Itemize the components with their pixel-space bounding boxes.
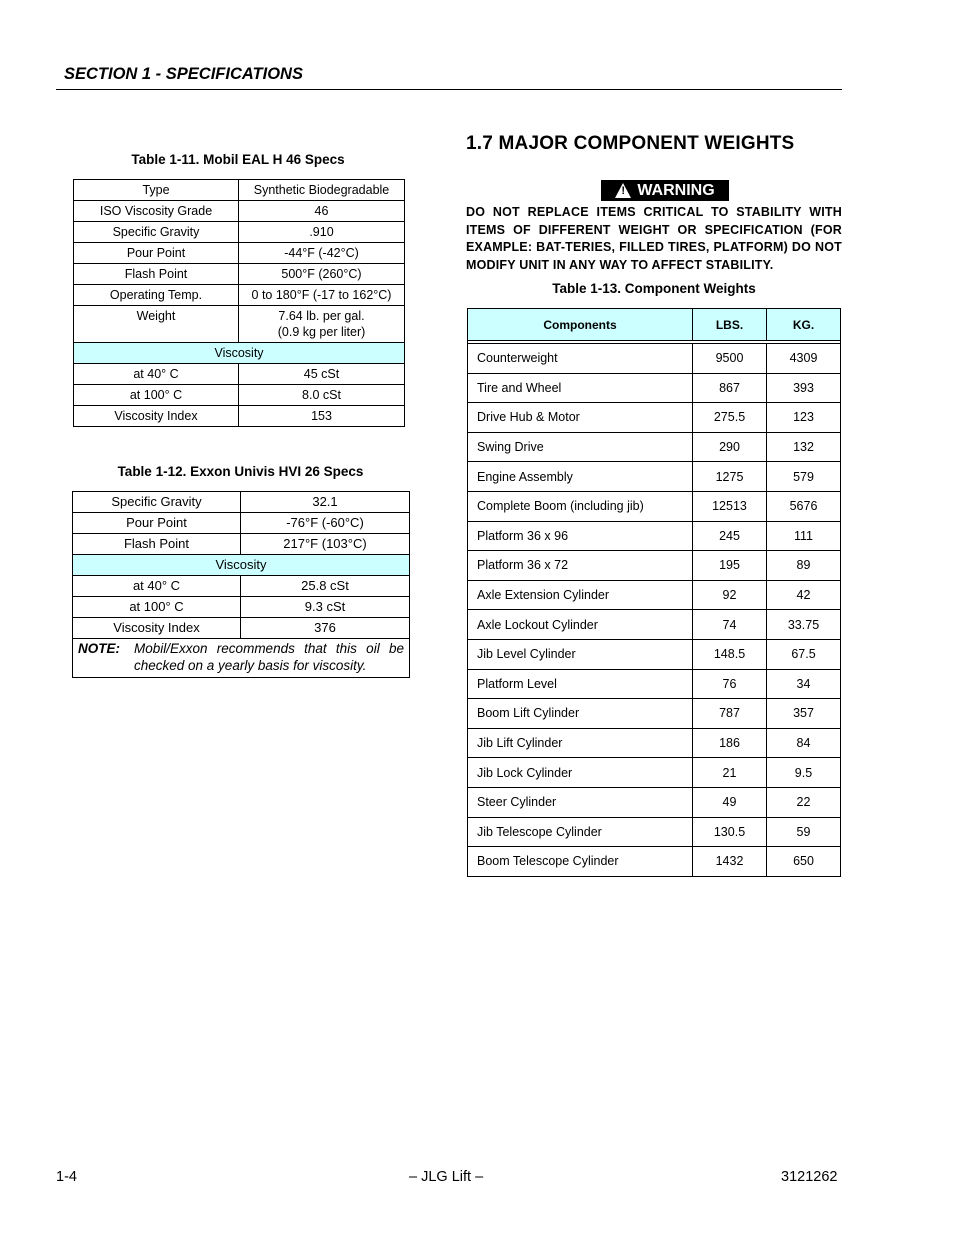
table-row [468, 491, 841, 521]
section-header: SECTION 1 - SPECIFICATIONS [64, 65, 303, 83]
table-row [468, 817, 841, 847]
table-cell-value: 9500 [693, 344, 767, 374]
table-cell-label: Operating Temp. [74, 285, 239, 306]
table-row [468, 610, 841, 640]
table-12-exxon-specs [72, 491, 410, 678]
warning-label: WARNING [637, 181, 715, 199]
table-cell-value: 376 [241, 618, 410, 639]
table-cell-value: 5676 [767, 491, 841, 521]
table-cell-value: 130.5 [693, 817, 767, 847]
table-cell-value: 393 [767, 373, 841, 403]
table-cell-label: Type [74, 180, 239, 201]
note-label: NOTE: [78, 641, 120, 656]
table-row [468, 787, 841, 817]
table-cell-value: 195 [693, 551, 767, 581]
table-row [73, 513, 410, 534]
table-row [74, 180, 405, 201]
table-cell-label: at 100° C [74, 385, 239, 406]
table-cell-value: 1432 [693, 847, 767, 877]
table-row [74, 385, 405, 406]
table-row [73, 597, 410, 618]
table-cell-label: Complete Boom (including jib) [468, 491, 693, 521]
note-cell [73, 639, 410, 678]
table-cell-label: at 100° C [73, 597, 241, 618]
table-13-caption: Table 1-13. Component Weights [552, 281, 756, 296]
table-cell-value: 217°F (103°C) [241, 534, 410, 555]
table-cell-value: 33.75 [767, 610, 841, 640]
column-header-components: Components [468, 309, 693, 341]
table-cell-label: Specific Gravity [73, 492, 241, 513]
doc-number: 3121262 [781, 1169, 838, 1185]
table-cell-label: Boom Telescope Cylinder [468, 847, 693, 877]
table-cell-label: Specific Gravity [74, 222, 239, 243]
table-row [468, 847, 841, 877]
table-cell-label: ISO Viscosity Grade [74, 201, 239, 222]
column-header-kg: KG. [767, 309, 841, 341]
table-cell-value: .910 [239, 222, 405, 243]
table-11-caption: Table 1-11. Mobil EAL H 46 Specs [131, 152, 345, 167]
table-row [74, 306, 405, 343]
table-row [468, 758, 841, 788]
table-cell-label: Platform Level [468, 669, 693, 699]
table-row [73, 492, 410, 513]
table-row [468, 344, 841, 374]
table-cell-value: 92 [693, 580, 767, 610]
table-row [73, 555, 410, 576]
table-cell-value: -44°F (-42°C) [239, 243, 405, 264]
page-number: 1-4 [56, 1169, 77, 1185]
table-row [73, 618, 410, 639]
header-divider [56, 89, 842, 90]
table-row [73, 639, 410, 678]
table-cell-value: 12513 [693, 491, 767, 521]
table-cell-label: at 40° C [74, 364, 239, 385]
table-cell-value: 34 [767, 669, 841, 699]
table-cell-label: Pour Point [74, 243, 239, 264]
table-row [468, 551, 841, 581]
column-header-lbs: LBS. [693, 309, 767, 341]
table-11-mobil-specs [73, 179, 405, 427]
table-cell-value: 8.0 cSt [239, 385, 405, 406]
table-row [73, 534, 410, 555]
table-cell-value: 153 [239, 406, 405, 427]
table-cell-value: 89 [767, 551, 841, 581]
table-cell-label: Pour Point [73, 513, 241, 534]
table-row [468, 580, 841, 610]
table-cell-value: 59 [767, 817, 841, 847]
table-cell-value: 111 [767, 521, 841, 551]
table-row [74, 243, 405, 264]
table-row [468, 462, 841, 492]
table-cell-label: Engine Assembly [468, 462, 693, 492]
table-cell-label: Platform 36 x 96 [468, 521, 693, 551]
table-row [468, 373, 841, 403]
table-cell-value: 867 [693, 373, 767, 403]
table-cell-label: Jib Telescope Cylinder [468, 817, 693, 847]
table-cell-value: 787 [693, 699, 767, 729]
table-header-row [468, 309, 841, 341]
table-cell-value: 9.3 cSt [241, 597, 410, 618]
table-cell-label: Flash Point [73, 534, 241, 555]
footer-center: – JLG Lift – [409, 1169, 484, 1185]
table-cell-value: 579 [767, 462, 841, 492]
table-cell-value: 275.5 [693, 403, 767, 433]
table-cell-value: 500°F (260°C) [239, 264, 405, 285]
table-cell-value: 132 [767, 432, 841, 462]
table-cell-value: 357 [767, 699, 841, 729]
table-row [468, 432, 841, 462]
table-row [468, 728, 841, 758]
table-cell-value [239, 306, 405, 343]
table-cell-value: 45 cSt [239, 364, 405, 385]
table-row [74, 343, 405, 364]
table-cell-label: Jib Level Cylinder [468, 639, 693, 669]
table-row [74, 222, 405, 243]
table-cell-value: 1275 [693, 462, 767, 492]
table-cell-value: -76°F (-60°C) [241, 513, 410, 534]
table-cell-label: Drive Hub & Motor [468, 403, 693, 433]
table-cell-label: Viscosity Index [74, 406, 239, 427]
table-cell-label: Counterweight [468, 344, 693, 374]
warning-text: DO NOT REPLACE ITEMS CRITICAL TO STABILITY WITH ITEMS OF DIFFERENT WEIGHT OR SPECIFICATION (FOR EXAMPLE: BAT-TERIES, FILLED TIRES, PLATFORM) DO NOT MODIFY UNIT IN ANY WAY TO AFFECT STABILITY. [466, 205, 842, 272]
table-cell-value: 42 [767, 580, 841, 610]
table-cell-label: Swing Drive [468, 432, 693, 462]
table-cell-value: 650 [767, 847, 841, 877]
table-cell-value: 148.5 [693, 639, 767, 669]
table-row [468, 521, 841, 551]
table-row [74, 285, 405, 306]
table-cell-value: 46 [239, 201, 405, 222]
table-cell-label: Axle Lockout Cylinder [468, 610, 693, 640]
table-cell-label: at 40° C [73, 576, 241, 597]
table-cell-value: Synthetic Biodegradable [239, 180, 405, 201]
table-cell-value: 21 [693, 758, 767, 788]
table-cell-value: 67.5 [767, 639, 841, 669]
table-row [468, 403, 841, 433]
table-row [74, 201, 405, 222]
table-cell-label: Platform 36 x 72 [468, 551, 693, 581]
table-cell-value: 25.8 cSt [241, 576, 410, 597]
table-cell-label: Viscosity Index [73, 618, 241, 639]
table-cell-value: 123 [767, 403, 841, 433]
table-cell-value: 49 [693, 787, 767, 817]
table-cell-label: Steer Cylinder [468, 787, 693, 817]
table-cell-value: 4309 [767, 344, 841, 374]
table-row [74, 406, 405, 427]
warning-badge [601, 180, 729, 201]
viscosity-header: Viscosity [74, 343, 405, 364]
section-title: 1.7 MAJOR COMPONENT WEIGHTS [466, 133, 795, 154]
table-cell-label: Weight [74, 306, 239, 343]
table-cell-label: Flash Point [74, 264, 239, 285]
table-row [73, 576, 410, 597]
table-12-caption: Table 1-12. Exxon Univis HVI 26 Specs [117, 464, 364, 479]
weight-value-line2: (0.9 kg per liter) [277, 325, 366, 339]
table-row [468, 699, 841, 729]
note-text: Mobil/Exxon recommends that this oil be checked on a yearly basis for viscosity. [134, 641, 404, 673]
table-cell-value: 186 [693, 728, 767, 758]
table-row [468, 639, 841, 669]
table-row [468, 669, 841, 699]
table-cell-value: 76 [693, 669, 767, 699]
table-cell-label: Jib Lock Cylinder [468, 758, 693, 788]
table-cell-value: 84 [767, 728, 841, 758]
table-cell-value: 9.5 [767, 758, 841, 788]
weight-value-line1: 7.64 lb. per gal. [278, 309, 365, 323]
table-cell-label: Tire and Wheel [468, 373, 693, 403]
table-row [74, 364, 405, 385]
table-cell-label: Axle Extension Cylinder [468, 580, 693, 610]
table-cell-label: Jib Lift Cylinder [468, 728, 693, 758]
table-cell-value: 245 [693, 521, 767, 551]
viscosity-header: Viscosity [73, 555, 410, 576]
table-cell-value: 0 to 180°F (-17 to 162°C) [239, 285, 405, 306]
table-13-component-weights [467, 308, 841, 877]
warning-triangle-icon: ! [615, 183, 631, 198]
table-cell-value: 22 [767, 787, 841, 817]
table-cell-value: 290 [693, 432, 767, 462]
table-cell-label: Boom Lift Cylinder [468, 699, 693, 729]
table-row [74, 264, 405, 285]
table-cell-value: 74 [693, 610, 767, 640]
table-cell-value: 32.1 [241, 492, 410, 513]
